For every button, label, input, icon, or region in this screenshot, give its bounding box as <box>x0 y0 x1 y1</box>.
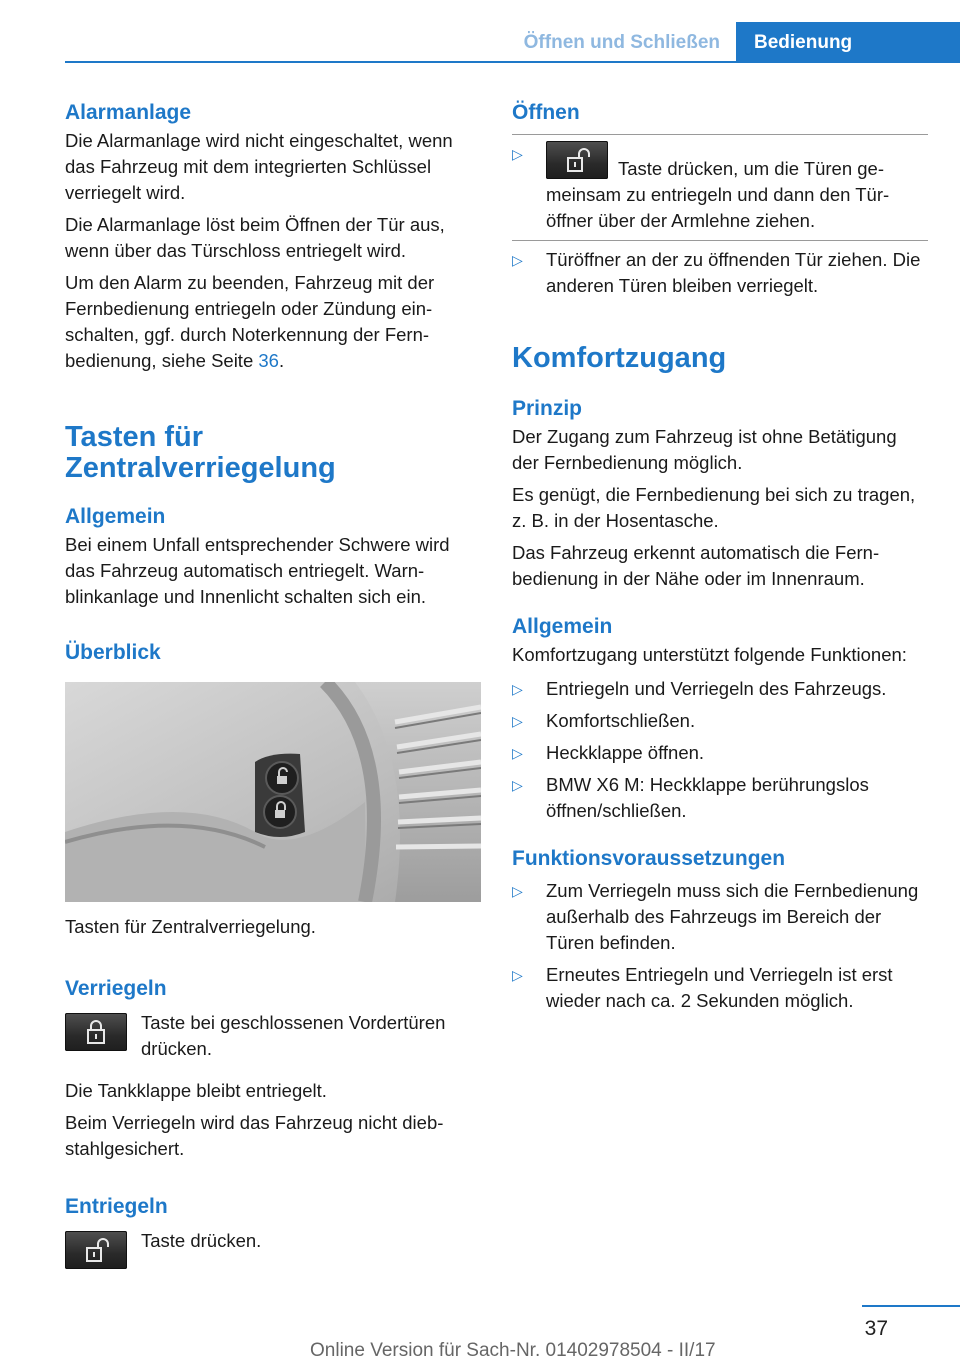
photo-caption: Tasten für Zentralverriegelung. <box>65 916 316 937</box>
funktion-heading: Funktionsvoraussetzungen <box>512 847 786 870</box>
bullet-triangle-icon: ▷ <box>512 681 523 697</box>
page-reference-link[interactable]: 36 <box>258 350 279 371</box>
list-item <box>512 878 928 956</box>
bullet-triangle-icon: ▷ <box>512 883 523 899</box>
list-item-text: Zum Verriegeln muss sich die Fernbedienung außerhalb des Fahrzeugs im Bereich der Türen befinden. <box>546 880 919 953</box>
footer-version-text: Online Version für Sach-Nr. 01402978504 - II/17 <box>310 1340 716 1361</box>
lock-button-icon <box>65 1013 127 1051</box>
list-item <box>512 740 928 766</box>
allgemein-heading-right: Allgemein <box>512 615 613 638</box>
oeffnen-item-2-text: Türöffner an der zu öffnenden Tür ziehen. Die anderen Türen bleiben verriegelt. <box>546 249 921 296</box>
prinzip-paragraph-1: Der Zugang zum Fahrzeug ist ohne Betätigung der Fernbedienung möglich. <box>512 426 897 473</box>
allgemein-heading-left: Allgemein <box>65 505 166 528</box>
oeffnen-divider <box>512 240 928 241</box>
allgemein-list <box>512 676 928 824</box>
oeffnen-item-1-text: Taste drücken, um die Türen gemeinsam zu entriegeln und dann den Türöffner über der Armlehne ziehen. <box>546 158 890 231</box>
verriegeln-paragraph-1: Die Tankklappe bleibt entriegelt. <box>65 1080 327 1101</box>
unlock-button-icon <box>546 141 608 179</box>
list-item <box>512 708 928 734</box>
list-item <box>512 141 928 234</box>
alarm-paragraph-3 <box>65 270 481 374</box>
list-item-text: BMW X6 M: Heckklappe berührungslos öffnen/schließen. <box>546 774 869 821</box>
list-item-text: Heckklappe öffnen. <box>546 742 705 763</box>
funktion-list <box>512 878 928 1014</box>
entriegeln-heading: Entriegeln <box>65 1195 168 1218</box>
bullet-triangle-icon: ▷ <box>512 745 523 761</box>
unlock-button-icon <box>65 1231 127 1269</box>
list-item <box>512 247 928 299</box>
alarm-paragraph-3-end: . <box>278 350 285 371</box>
alarm-paragraph-1: Die Alarmanlage wird nicht eingeschaltet, wenn das Fahrzeug mit dem integrierten Schlüssel verriegelt wird. <box>65 130 453 203</box>
oeffnen-list <box>512 141 928 234</box>
door-panel-photo <box>65 682 481 902</box>
tasten-heading: Tasten für Zentralverriegelung <box>65 421 336 484</box>
allgemein-paragraph-left: Bei einem Unfall entsprechender Schwere wird das Fahrzeug automatisch entriegelt. Warnblinkanlage und Innenlicht schalten sich ein. <box>65 534 450 607</box>
bullet-triangle-icon: ▷ <box>512 252 523 268</box>
prinzip-paragraph-3: Das Fahrzeug erkennt automatisch die Fernbedienung in der Nähe oder im Innenraum. <box>512 542 880 589</box>
bullet-triangle-icon: ▷ <box>512 146 523 162</box>
entriegeln-row <box>65 1228 481 1269</box>
bullet-triangle-icon: ▷ <box>512 967 523 983</box>
bullet-triangle-icon: ▷ <box>512 713 523 729</box>
prinzip-heading: Prinzip <box>512 397 583 420</box>
allgemein-paragraph-right: Komfortzugang unterstützt folgende Funktionen: <box>512 644 907 665</box>
left-column <box>65 100 481 1269</box>
ueberblick-heading: Überblick <box>65 641 161 664</box>
list-item-text: Entriegeln und Verriegeln des Fahrzeugs. <box>546 678 887 699</box>
door-panel-image <box>65 682 481 902</box>
verriegeln-heading: Verriegeln <box>65 977 167 1000</box>
header-section-title: Öffnen und Schließen <box>523 32 720 53</box>
oeffnen-list-2 <box>512 247 928 299</box>
header-chapter-tab: Bedienung <box>736 22 960 62</box>
verriegeln-row <box>65 1010 481 1062</box>
list-item <box>512 772 928 824</box>
oeffnen-divider <box>512 134 928 135</box>
alarm-heading: Alarmanlage <box>65 101 192 124</box>
prinzip-paragraph-2: Es genügt, die Fernbedienung bei sich zu tragen, z. B. in der Hosentasche. <box>512 484 916 531</box>
list-item <box>512 676 928 702</box>
list-item <box>512 962 928 1014</box>
footer-rule <box>862 1305 960 1307</box>
oeffnen-heading: Öffnen <box>512 101 580 124</box>
list-item-text: Komfortschließen. <box>546 710 696 731</box>
alarm-paragraph-2: Die Alarmanlage löst beim Öffnen der Tür aus, wenn über das Türschloss entriegelt wird. <box>65 214 445 261</box>
entriegeln-text: Taste drücken. <box>141 1230 262 1251</box>
verriegeln-text: Taste bei geschlossenen Vordertüren drücken. <box>141 1012 446 1059</box>
komfort-heading: Komfortzugang <box>512 342 727 374</box>
header-rule <box>65 61 960 63</box>
verriegeln-paragraph-2: Beim Verriegeln wird das Fahrzeug nicht diebstahlgesichert. <box>65 1112 444 1159</box>
list-item-text: Erneutes Entriegeln und Verriegeln ist erst wieder nach ca. 2 Sekunden möglich. <box>546 964 893 1011</box>
page-number: 37 <box>864 1317 888 1340</box>
right-column <box>512 100 928 1014</box>
alarm-paragraph-3-text: Um den Alarm zu beenden, Fahrzeug mit der Fernbedienung entriegeln oder Zündung einschalten, ggf. durch Noterkennung der Fernbedienung, siehe Seite <box>65 272 435 371</box>
bullet-triangle-icon: ▷ <box>512 777 523 793</box>
